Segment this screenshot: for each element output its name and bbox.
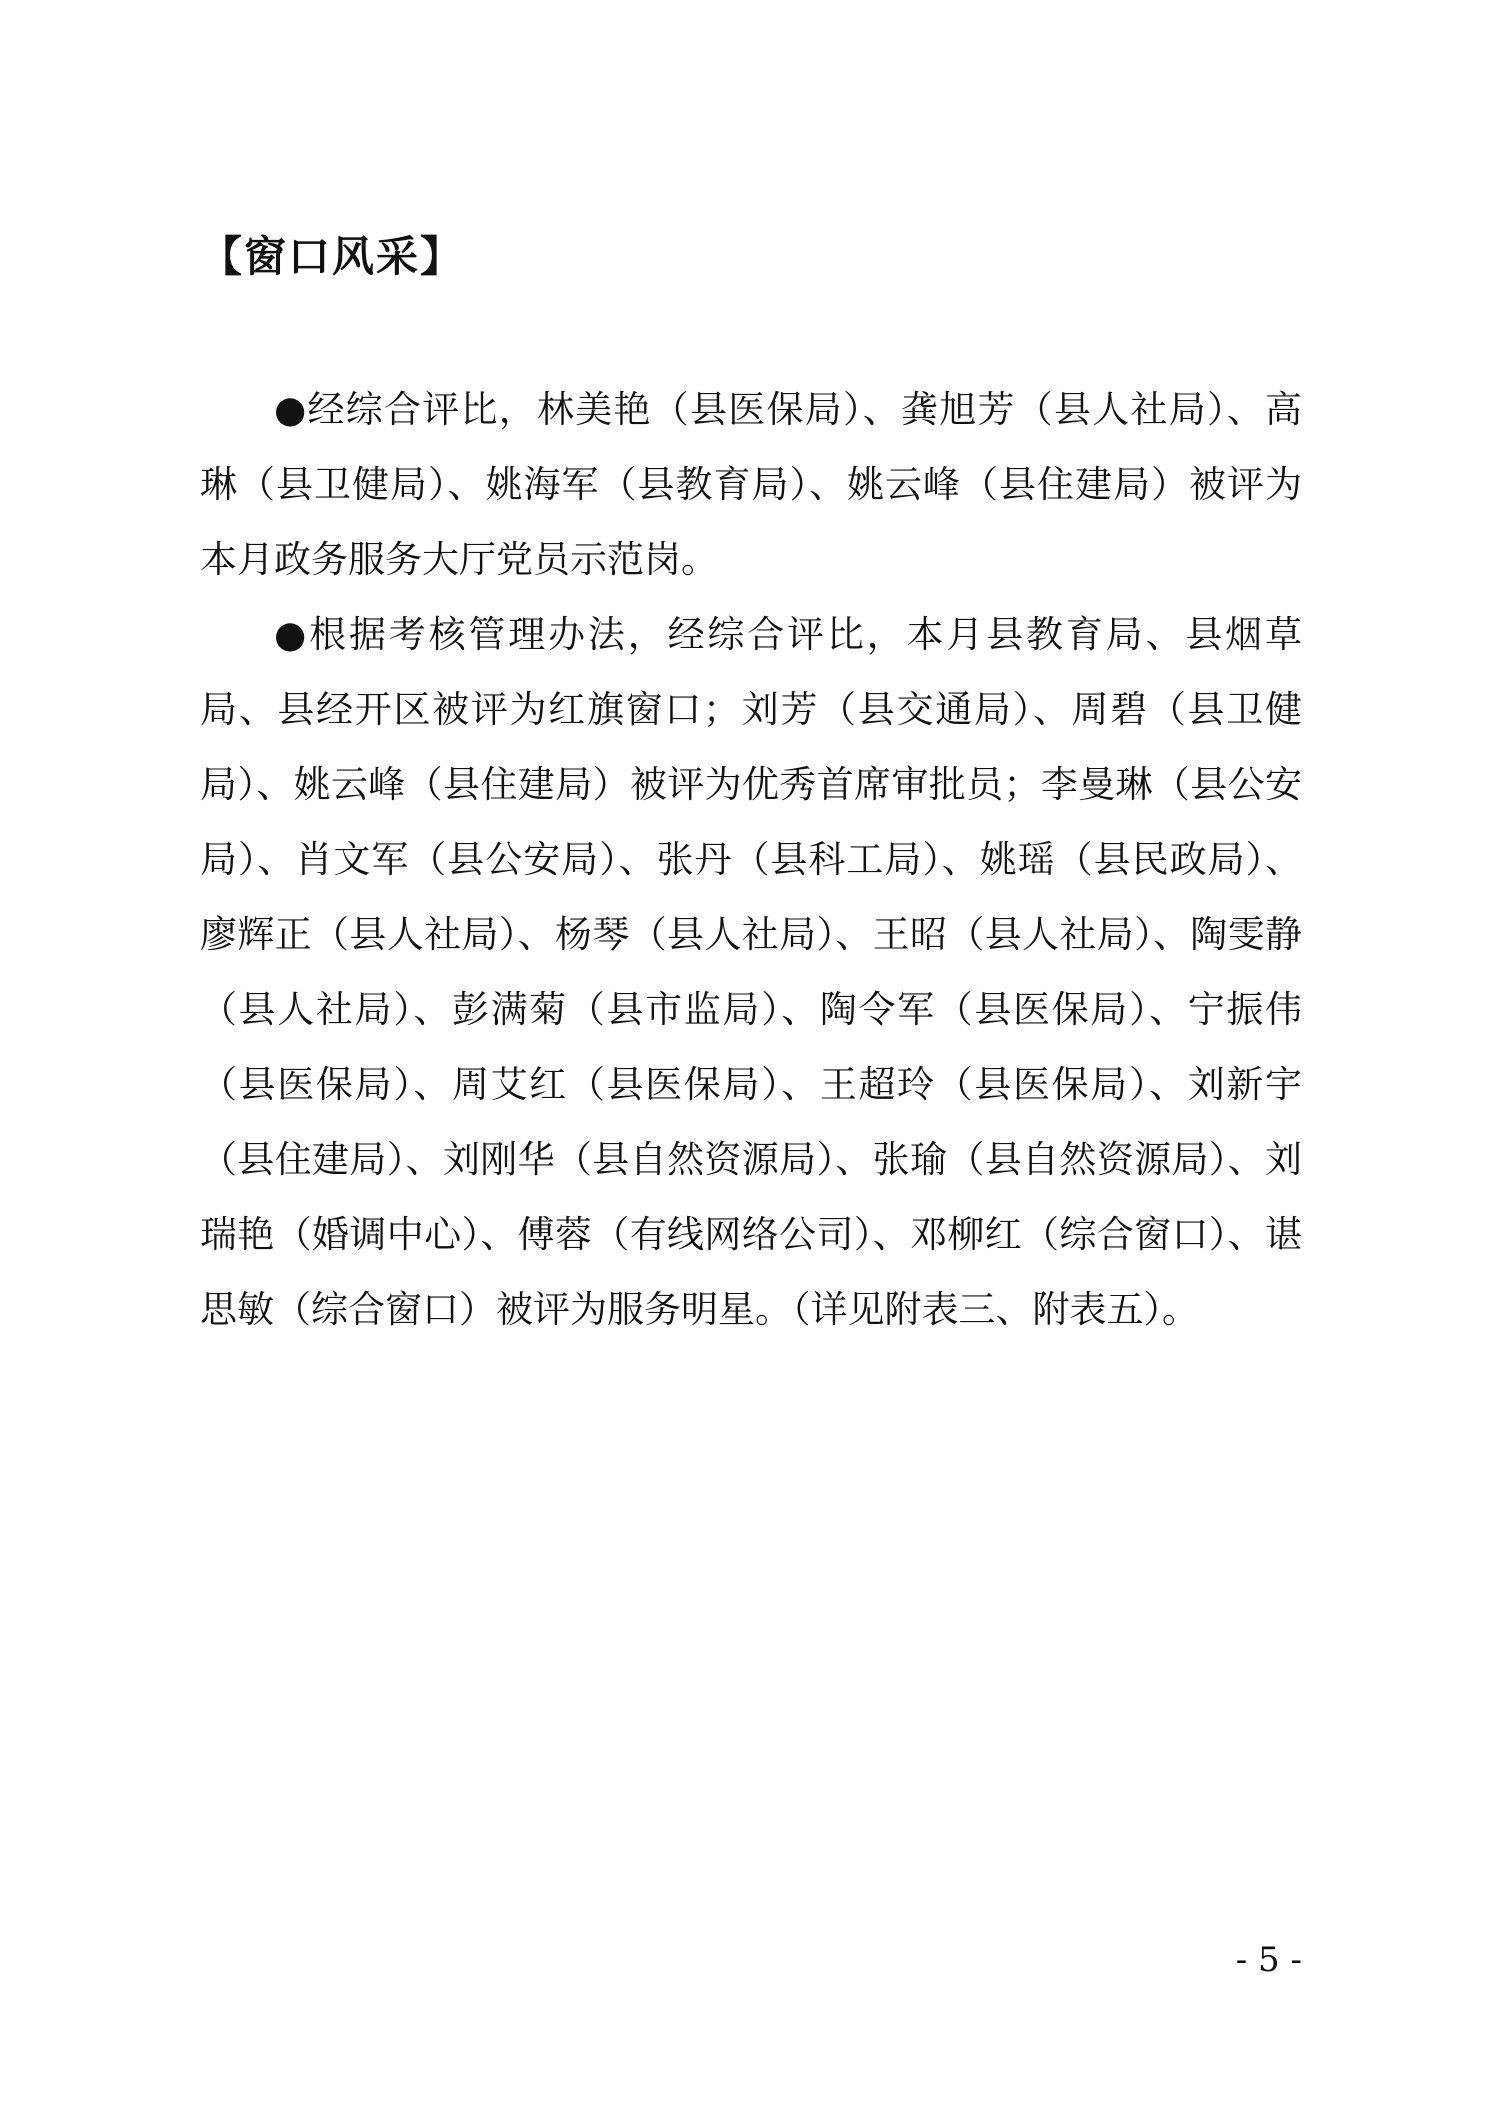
paragraph-red-flag-windows-and-service-stars: ●根据考核管理办法，经综合评比，本月县教育局、县烟草局、县经开区被评为红旗窗口；刘芳（县交通局）、周碧（县卫健局）、姚云峰（县住建局）被评为优秀首席审批员；李曼琳（县公安局）、肖文军（县公安局）、张丹（县科工局）、姚瑶（县民政局）、廖辉正（县人社局）、杨琴（县人社局）、王昭（县人社局）、陶雯静（县人社局）、彭满菊（县市监局）、陶令军（县医保局）、宁振伟（县医保局）、周艾红（县医保局）、王超玲（县医保局）、刘新宇（县住建局）、刘刚华（县自然资源局）、张瑜（县自然资源局）、刘瑞艳（婚调中心）、傅蓉（有线网络公司）、邓柳红（综合窗口）、谌思敏（综合窗口）被评为服务明星。（详见附表三、附表五）。 xyxy=(200,613,1302,1331)
page-number: - 5 - xyxy=(1235,1940,1302,1980)
section-title: 【窗口风采】 xyxy=(200,232,465,281)
paragraph-party-member-model-posts: ●经综合评比，林美艳（县医保局）、龚旭芳（县人社局）、高琳（县卫健局）、姚海军（县教育局）、姚云峰（县住建局）被评为本月政务服务大厅党员示范岗。 xyxy=(200,388,1302,581)
